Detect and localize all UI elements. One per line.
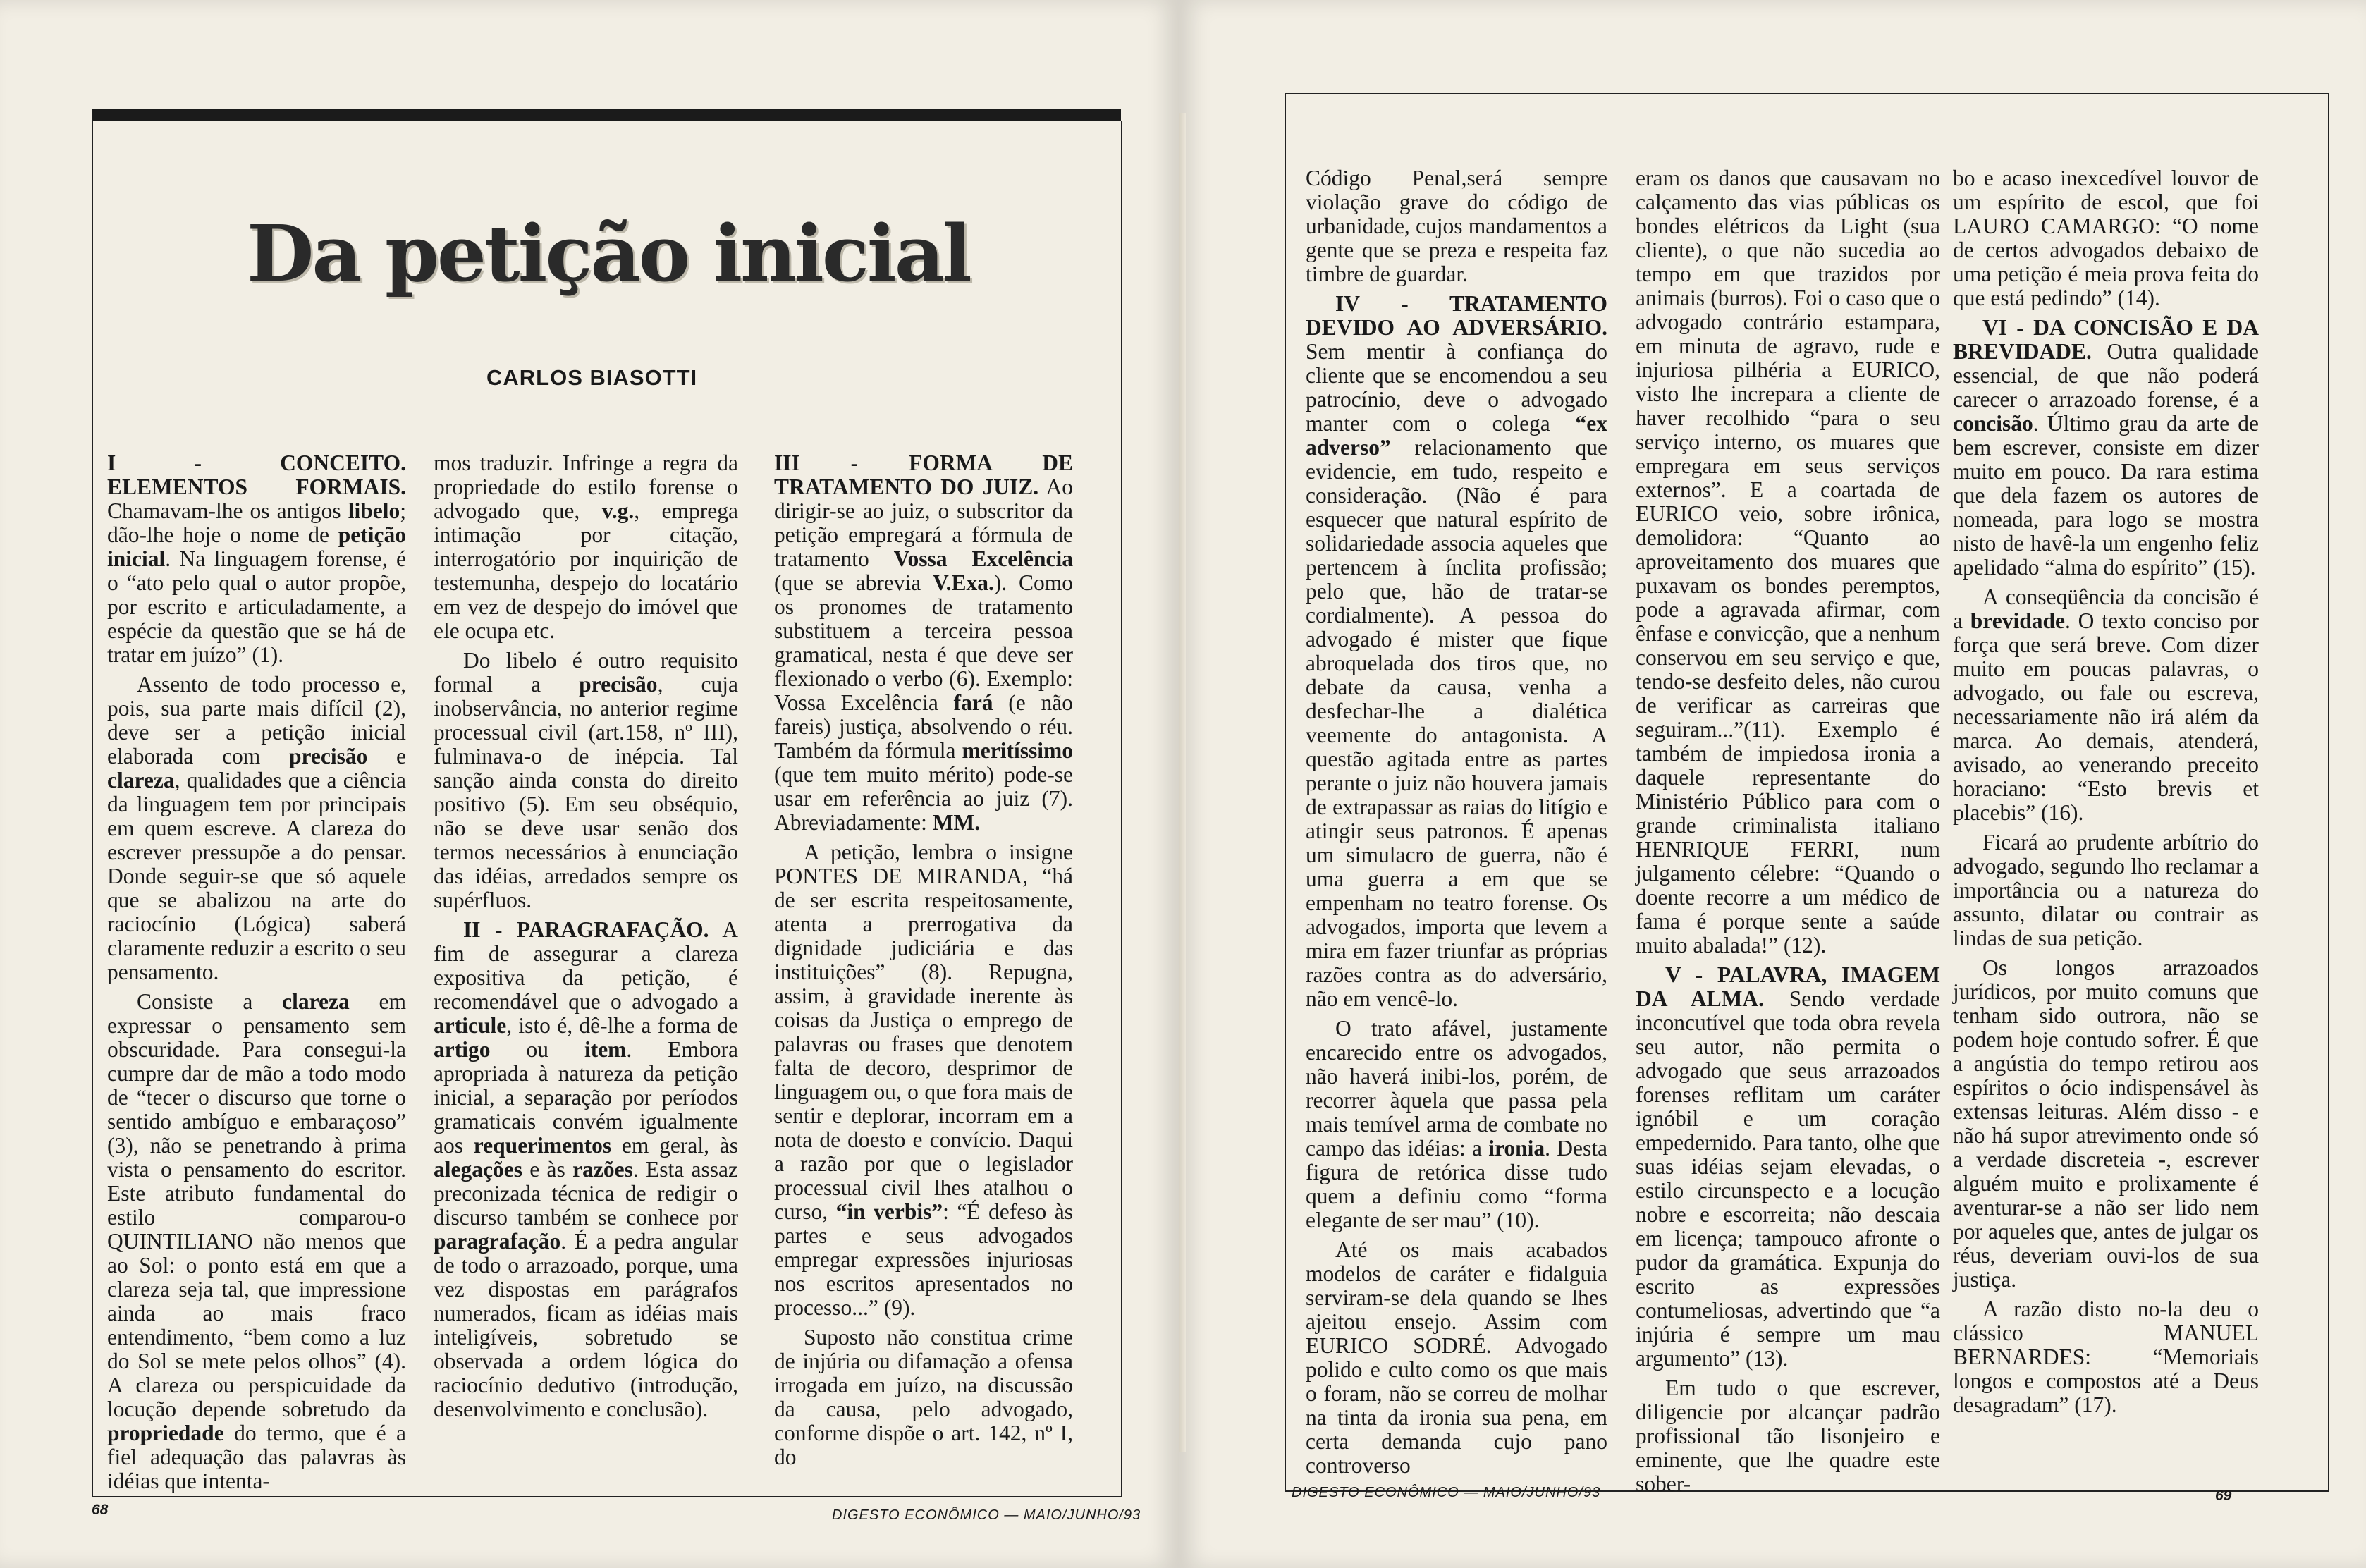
paragraph: V - PALAVRA, IMAGEM DA ALMA. Sendo verdade inconcutível que toda obra revela seu autor, não permita o advogado que seus arrazoados forenses reflitam um caráter ignóbil e um coração empedernido. Para tanto, olhe que suas idéias sejam elevadas, o estilo circunspecto e a locução nobre e escorreita; não descaia em licença; tampouco afronte o pudor da gramática. Expunja do escrito as expressões contumeliosas, advertindo que “a injúria é sempre um mau argumento” (13). <box>1636 962 1941 1371</box>
paragraph: O trato afável, justamente encarecido entre os advogados, não haverá inibi-los, porém, de recorrer àquela que passa pela mais temível arma de combate no campo das idéias: a ironia. Desta figura de retórica disse tudo quem a definiu como “forma elegante de ser mau” (10). <box>1306 1016 1607 1232</box>
paragraph: II - PARAGRAFAÇÃO. A fim de assegurar a clareza expositiva da petição, é recomendável que o advogado a articule, isto é, dê-lhe a forma de artigo ou item. Embora apropriada à natureza da petição inicial, a separação por períodos gramaticais convém igualmente aos requerimentos em geral, às alegações e às razões. Esta assaz preconizada técnica de redigir o discurso também se conhece por paragrafação. É a pedra angular de todo o arrazoado, porque, uma vez dispostas em parágrafos numerados, ficam as idéias mais inteligíveis, sobretudo se observada a ordem lógica do raciocínio dedutivo (introdução, desenvolvimento e conclusão). <box>434 917 738 1421</box>
article-title: Da petição inicial <box>247 208 970 299</box>
paragraph: A razão disto no-la deu o clássico MANUEL BERNARDES: “Memoriais longos e compostos até a Deus desagradam” (17). <box>1953 1297 2259 1417</box>
paragraph: Suposto não constitua crime de injúria ou difamação a ofensa irrogada em juízo, na discussão da causa, pelo advogado, conforme dispõe o art. 142, nº I, do <box>774 1325 1073 1469</box>
left-column-2 <box>434 451 738 1427</box>
left-column-3 <box>774 451 1073 1475</box>
paragraph: eram os danos que causavam no calçamento das vias públicas os bondes elétricos da Light (sua cliente), o que não sucedia ao tempo em que trazidos por animais (burros). Foi o caso que o advogado contrário estampara, em minuta de agravo, rude e injuriosa pilhéria a EURICO, visto lhe increpara a cliente de haver recolhido “para o seu serviço interno, os muares que empregara em seus serviços externos”. E a coartada de EURICO veio, sobre irônica, demolidora: “Quanto ao aproveitamento dos muares que puxavam os bondes peremptos, pode a agravada afirmar, com ênfase e convicção, que a nenhum conservou em seu serviço e que, tendo-se desfeito deles, não curou de verificar as carreiras que seguiram...”(11). Exemplo é também de impiedosa ironia a daquele representante do Ministério Público para com o grande criminalista italiano HENRIQUE FERRI, num julgamento célebre: “Quando o doente recorre a um médico de fama é porque sente a saúde muito abalada!” (12). <box>1636 166 1940 957</box>
title-rule <box>92 109 1121 121</box>
paragraph: Em tudo o que escrever, diligencie por alcançar padrão profissional tão lisonjeiro e eminente, que lhe quadre este sober- <box>1636 1376 1940 1496</box>
paragraph: A petição, lembra o insigne PONTES DE MIRANDA, “há de ser escrita respeitosamente, atenta a prerrogativa da dignidade judiciária e das instituições” (8). Repugna, assim, à gravidade inerente às coisas da Justiça o emprego de palavras ou frases que denotem falta de decoro, desprimor de linguagem ou, o que fora mais de sentir e deplorar, incorram em a nota de doesto e convício. Daqui a razão por que o legislador processual civil lhes atalhou o curso, “in verbis”: “É defeso às partes e seus advogados empregar expressões injuriosas nos escritos apresentados no processo...” (9). <box>774 840 1073 1320</box>
paragraph: Consiste a clareza em expressar o pensamento sem obscuridade. Para consegui-la cumpre dar de mão a todo modo de “tecer o discurso que torne o sentido ambíguo e embaraçoso” (3), não se penetrando à prima vista o pensamento do escritor. Este atributo fundamental do estilo comparou-o QUINTILIANO não menos que ao Sol: o ponto está em que a clareza seja tal, que impressione ainda ao mais fraco entendimento, “bem como a luz do Sol se mete pelos olhos” (4). A clareza ou perspicuidade da locução depende sobretudo da propriedade do termo, que é a fiel adequação das palavras às idéias que intenta- <box>107 989 407 1493</box>
paragraph: mos traduzir. Infringe a regra da propriedade do estilo forense o advogado que, v.g., emprega intimação por citação, interrogatório por inquirição de testemunha, despejo do locatário em vez de despejo do imóvel que ele ocupa etc. <box>434 451 738 643</box>
right-column-2 <box>1636 166 1940 1502</box>
running-footer-left: DIGESTO ECONÔMICO — MAIO/JUNHO/93 <box>832 1507 1141 1523</box>
page-number-left: 68 <box>92 1502 109 1518</box>
author-byline: CARLOS BIASOTTI <box>486 365 698 390</box>
paragraph: Ficará ao prudente arbítrio do advogado, segundo lho reclamar a importância ou a natureza do assunto, dilatar ou contrair as lindas de sua petição. <box>1953 830 2259 950</box>
paragraph: Até os mais acabados modelos de caráter e fidalguia serviram-se dela quando se lhes ajeitou ensejo. Assim com EURICO SODRÉ. Advogado polido e culto como os que mais o foram, não se correu de molhar na tinta da ironia sua pena, em certa demanda cujo pano controverso <box>1306 1237 1607 1478</box>
running-footer-right: DIGESTO ECONÔMICO — MAIO/JUNHO/93 <box>1292 1485 1601 1500</box>
paragraph: bo e acaso inexcedível louvor de um espírito de escol, que foi LAURO CAMARGO: “O nome de certos advogados debaixo de uma petição é meia prova feita do que está pedindo” (14). <box>1953 166 2259 310</box>
paragraph: I - CONCEITO. ELEMENTOS FORMAIS. Chamavam-lhe os antigos libelo; dão-lhe hoje o nome de petição inicial. Na linguagem forense, é o “ato pelo qual o autor propõe, por escrito e articuladamente, a espécie da questão que se há de tratar em juízo” (1). <box>107 451 406 667</box>
right-column-3 <box>1953 166 2259 1423</box>
left-column-1 <box>107 451 406 1499</box>
paragraph: VI - DA CONCISÃO E DA BREVIDADE. Outra qualidade essencial, de que não poderá carecer o arrazoado forense, é a concisão. Último grau da arte de bem escrever, consiste em dizer muito em pouco. Da rara estima que dela fazem os autores de nomeada, para logo se mostra nisto de havê-la um engenho feliz apelidado “alma do espírito” (15). <box>1953 315 2259 580</box>
left-page <box>0 0 1179 1568</box>
page-number-right: 69 <box>2215 1488 2232 1504</box>
paragraph: III - FORMA DE TRATAMENTO DO JUIZ. Ao dirigir-se ao juiz, o subscritor da petição empregará a fórmula de tratamento Vossa Excelência (que se abrevia V.Exa.). Como os pronomes de tratamento substituem a terceira pessoa gramatical, nesta é que deve ser flexionado o verbo (6). Exemplo: Vossa Excelência fará (e não fareis) justiça, absolvendo o réu. Também da fórmula meritíssimo (que tem muito mérito) pode-se usar em referência ao juiz (7). Abreviadamente: MM. <box>774 451 1073 835</box>
paragraph: Do libelo é outro requisito formal a precisão, cuja inobservância, no anterior regime processual civil (art.158, nº III), fulminava-o de inépcia. Tal sanção ainda consta do direito positivo (5). Em seu obséquio, não se deve usar senão dos termos necessários à enunciação das idéias, arredados sempre os supérfluos. <box>434 648 739 912</box>
right-column-1 <box>1306 166 1607 1483</box>
paragraph: IV - TRATAMENTO DEVIDO AO ADVERSÁRIO. Sem mentir à confiança do cliente que se encomendou a seu patrocínio, deve o advogado manter com o colega “ex adverso” relacionamento que evidencie, em tudo, respeito e consideração. (Não é para esquecer que natural espírito de solidariedade associa aqueles que pertencem à ínclita profissão; pelo que, hão de tratar-se cordialmente). A pessoa do advogado é mister que fique abroquelada dos tiros que, no debate da causa, venha a desfechar-lhe a dialética veemente do antagonista. A questão agitada entre as partes perante o juiz não houvera jamais de extrapassar as raias do litígio e atingir seus patronos. É apenas um simulacro de guerra, não é uma guerra a em que se empenham no teatro forense. Os advogados, importa que levem a mira em fazer triunfar as próprias razões contra as do adversário, não em vencê-lo. <box>1306 291 1607 1011</box>
paragraph: Os longos arrazoados jurídicos, por muito comuns que tenham sido outrora, não se podem hoje contudo sofrer. É que a angústia do tempo retirou aos espíritos o ócio indispensável às extensas leituras. Além disso - e não há supor atrevimento onde só a verdade discreteia -, escrever alguém muito e prolixamente é aventurar-se a não ser lido nem por aqueles que, antes de julgar os réus, deveriam ouvi-los de sua justiça. <box>1953 955 2259 1292</box>
paragraph: A conseqüência da concisão é a brevidade. O texto conciso por força que será breve. Com dizer muito em poucas palavras, o advogado, ou fale ou escreva, necessariamente não irá além da marca. Ao demais, atenderá, avisado, ao venerando preceito horaciano: “Esto brevis et placebis” (16). <box>1953 584 2259 825</box>
paragraph: Assento de todo processo e, pois, sua parte mais difícil (2), deve ser a petição inicial elaborada com precisão e clareza, qualidades que a ciência da linguagem tem por principais em quem escreve. A clareza do escrever pressupõe a do pensar. Donde seguir-se que só aquele que se abalizou na arte do raciocínio (Lógica) saberá claramente reduzir a escrito o seu pensamento. <box>107 672 406 984</box>
paragraph: Código Penal,será sempre violação grave do código de urbanidade, cujos mandamentos a gente que se preza e respeita faz timbre de guardar. <box>1306 166 1607 286</box>
right-page <box>1179 0 2366 1568</box>
gutter-shadow <box>1179 113 1186 1452</box>
